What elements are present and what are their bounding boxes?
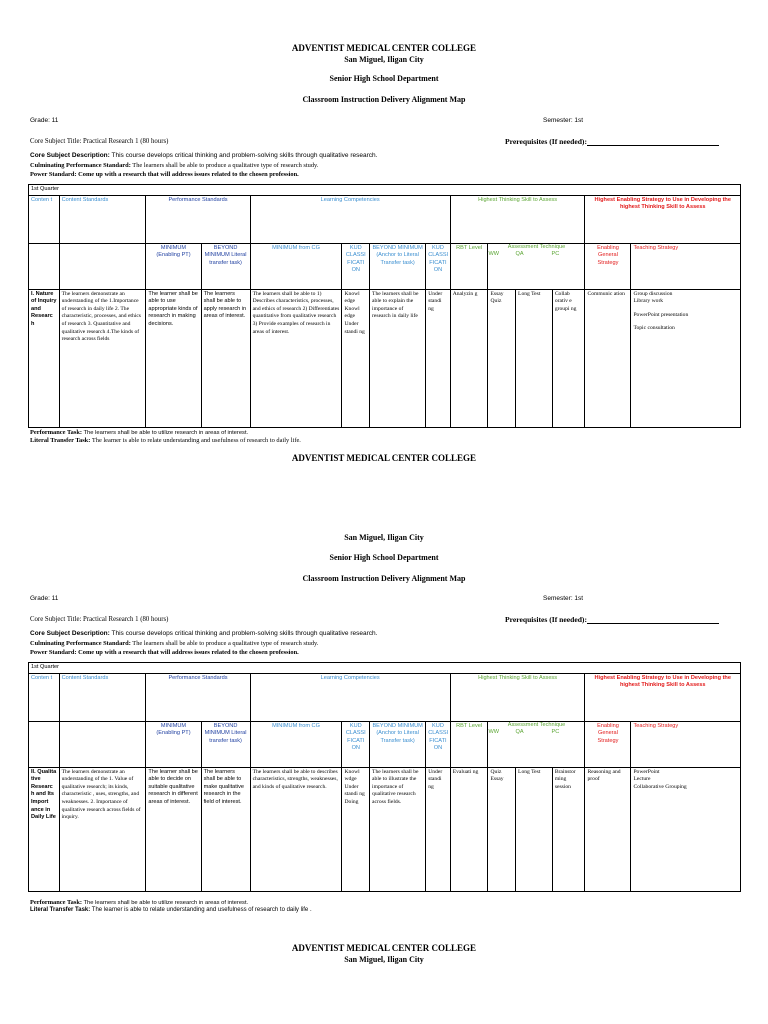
grade-label: Grade: 11: [30, 117, 59, 124]
header-content-standards: Content Standards: [59, 195, 146, 243]
row2-teaching-item: Lecture: [633, 776, 651, 783]
header-assessment: Assessment Technique: [507, 243, 566, 250]
row2-minimum-cg: The learners shall be able to describes characteristics, strengths, weaknesses, and kinds of qualitative research.: [250, 767, 342, 891]
header-beyond-anchor: BEYOND MINIMUM (Anchor to Literal Transfer task): [370, 721, 426, 767]
row1-kud-2: Under standi ng: [426, 289, 451, 427]
core-subject-title: Core Subject Title: Practical Research 1 (80 hours): [30, 616, 169, 623]
header-beyond-minimum: BEYOND MINIMUM Literal transfer task): [201, 243, 250, 289]
performance-task-2: Performance Task: The learners shall be able to utilize research in areas of interest.: [30, 899, 249, 906]
row2-pc: Brainstor ming session: [552, 767, 585, 891]
header-assessment: Assessment Technique: [507, 721, 566, 728]
header-assessment-group: [488, 243, 585, 289]
row2-minimum-pt: The learner shall be able to decide on suitable qualitative research in different areas of interest.: [146, 767, 201, 891]
prerequisites: Prerequisites (If needed):: [505, 137, 719, 146]
row1-beyond-anchor: The learners shall be able to explain the importance of research in daily life: [370, 289, 426, 427]
header-content: Conten t: [29, 195, 60, 243]
row2-kud-2: Under standi ng: [426, 767, 451, 891]
college-name: ADVENTIST MEDICAL CENTER COLLEGE: [291, 453, 477, 463]
header-teaching-strategy: Teaching Strategy: [631, 721, 741, 767]
row2-ww: Quiz Essay: [488, 767, 516, 891]
row1-teaching-item: Topic consultation: [633, 325, 675, 332]
row2-kud-1: Knowl wdge Under standi ng Doing: [342, 767, 370, 891]
header-highest-thinking: Highest Thinking Skill to Assess: [450, 195, 585, 243]
row2-qa: Long Test: [516, 767, 553, 891]
header-content: Conten t: [29, 673, 60, 721]
row2-content-standard: The learners demonstrate an understanding of the 1. Value of qualitative research; its kinds, characteristic , uses, strengths, and weaknesses. 2. Importance of qualitative research across fields of inquiry.: [59, 767, 146, 891]
header-performance-standards: Performance Standards: [146, 673, 250, 721]
row2-beyond-pt: The learners shall be able to make qualitative research in the field of interest.: [201, 767, 250, 891]
header-minimum-pt: MINIMUM (Enabling PT): [146, 243, 201, 289]
header-ww: WW: [488, 729, 500, 736]
literal-transfer-2: Literal Transfer Task: The learner is able to relate understanding and usefulness of research to daily life .: [30, 907, 312, 913]
prerequisites: Prerequisites (If needed):: [505, 615, 719, 624]
header-enabling-strategy: Enabling General Strategy: [585, 243, 631, 289]
grade-label: Grade: 11: [30, 595, 59, 602]
quarter-label: 1st Quarter: [29, 185, 741, 196]
header-rbt-level: RBT Level: [450, 721, 488, 767]
header-kud-2: KUD CLASSI FICATI ON: [426, 243, 451, 289]
header-kud-1: KUD CLASSI FICATI ON: [342, 243, 370, 289]
header-kud-1: KUD CLASSI FICATI ON: [342, 721, 370, 767]
row1-pc: Collab orativ e groupi ng: [552, 289, 585, 427]
core-description: Core Subject Description: This course develops critical thinking and problem-solving skills through qualitative research.: [30, 630, 378, 637]
row1-minimum-cg: The learners shall be able to 1) Describes characteristics, processes, and ethics of research 2) Differentiates quantitative from qualitative research 3) Provide examples of research in areas of interest.: [250, 289, 342, 427]
core-subject-title: Core Subject Title: Practical Research 1 (80 hours): [30, 138, 169, 145]
header-minimum-cg: MINIMUM from CG: [250, 243, 342, 289]
header-minimum-cg: MINIMUM from CG: [250, 721, 342, 767]
row1-qa: Long Test: [516, 289, 553, 427]
college-name: ADVENTIST MEDICAL CENTER COLLEGE: [291, 43, 477, 53]
power-standard: Power Standard: Come up with a research that will address issues related to the chosen profession.: [30, 171, 299, 178]
map-title: Classroom Instruction Delivery Alignment Map: [302, 95, 466, 104]
header-pc: PC: [551, 251, 560, 258]
row2-teaching-item: PowerPoint: [633, 768, 660, 775]
quarter-label: 1st Quarter: [29, 663, 741, 674]
header-ww: WW: [488, 251, 500, 258]
location: San Miguel, Iligan City: [344, 55, 424, 64]
row1-teaching-item: PowerPoint presentation: [633, 311, 689, 318]
alignment-table-2: [28, 662, 741, 892]
location: San Miguel, Iligan City: [344, 533, 424, 542]
header-beyond-anchor: BEYOND MINIMUM (Anchor to Literal Transfer task): [370, 243, 426, 289]
row1-teaching-item: Library work: [633, 298, 664, 305]
semester-label: Semester: 1st: [543, 595, 584, 602]
row2-beyond-anchor: The learners shall be able to illustrate the importance of qualitative research across fields.: [370, 767, 426, 891]
row1-kud-1: Knowl edge Knowl edge Under standi ng: [342, 289, 370, 427]
location: San Miguel, Iligan City: [344, 955, 424, 964]
header-highest-thinking: Highest Thinking Skill to Assess: [450, 673, 585, 721]
header-learning-competencies: Learning Competencies: [250, 195, 450, 243]
row2-rbt: Evaluati ng: [450, 767, 488, 891]
header-highest-enabling: Highest Enabling Strategy to Use in Developing the highest Thinking Skill to Assess: [585, 195, 741, 243]
row1-teaching-item: Group discussion: [633, 290, 673, 297]
row2-teaching-item: Collaborative Grouping: [633, 783, 687, 790]
row2-content: II. Qualita tive Researc h and Its Import ance in Daily Life: [29, 767, 60, 891]
row1-teaching: [631, 289, 741, 427]
header-enabling-strategy: Enabling General Strategy: [585, 721, 631, 767]
row1-content-standard: The learners demonstrate an understanding of the 1.Importance of research in daily life 2. The characteristic, processes, and ethics of research 3. Quantitative and qualitative research 4.The kinds of research across fields: [59, 289, 146, 427]
header-rbt-level: RBT Level: [450, 243, 488, 289]
header-teaching-strategy: Teaching Strategy: [631, 243, 741, 289]
literal-transfer-1: Literal Transfer Task: The learner is able to relate understanding and usefulness of research to daily life.: [30, 437, 301, 444]
header-assessment-group: [488, 721, 585, 767]
row1-minimum-pt: The learner shall be able to use appropriate kinds of research in making decisions.: [146, 289, 201, 427]
semester-label: Semester: 1st: [543, 117, 584, 124]
department: Senior High School Department: [329, 553, 439, 562]
culminating-standard: Culminating Performance Standard: The learners shall be able to produce a qualitative type of research study.: [30, 162, 319, 169]
map-title: Classroom Instruction Delivery Alignment Map: [302, 574, 466, 583]
header-kud-2: KUD CLASSI FICATI ON: [426, 721, 451, 767]
row1-beyond-pt: The learners shall be able to apply research in areas of interest.: [201, 289, 250, 427]
header-performance-standards: Performance Standards: [146, 195, 250, 243]
header-learning-competencies: Learning Competencies: [250, 673, 450, 721]
core-description: Core Subject Description: This course develops critical thinking and problem-solving skills through qualitative research.: [30, 152, 378, 159]
row1-enabling: Communic ation: [585, 289, 631, 427]
alignment-table-1: [28, 184, 741, 428]
header-qa: QA: [515, 729, 524, 736]
row2-enabling: Reasoning and proof: [585, 767, 631, 891]
culminating-standard: Culminating Performance Standard: The learners shall be able to produce a qualitative type of research study.: [30, 640, 319, 647]
college-name: ADVENTIST MEDICAL CENTER COLLEGE: [291, 943, 477, 953]
header-pc: PC: [551, 729, 560, 736]
header-qa: QA: [515, 251, 524, 258]
row1-content: I. Nature of Inquiry and Researc h: [29, 289, 60, 427]
row1-rbt: Analyzin g: [450, 289, 488, 427]
header-highest-enabling: Highest Enabling Strategy to Use in Developing the highest Thinking Skill to Assess: [585, 673, 741, 721]
performance-task-1: Performance Task: The learners shall be able to utilize research in areas of interest.: [30, 429, 249, 436]
row2-teaching: [631, 767, 741, 891]
power-standard: Power Standard: Come up with a research that will address issues related to the chosen profession.: [30, 649, 299, 656]
department: Senior High School Department: [329, 74, 439, 83]
header-minimum-pt: MINIMUM (Enabling PT): [146, 721, 201, 767]
header-beyond-minimum: BEYOND MINIMUM Literal transfer task): [201, 721, 250, 767]
row1-ww: Essay Quiz: [488, 289, 516, 427]
header-content-standards: Content Standards: [59, 673, 146, 721]
